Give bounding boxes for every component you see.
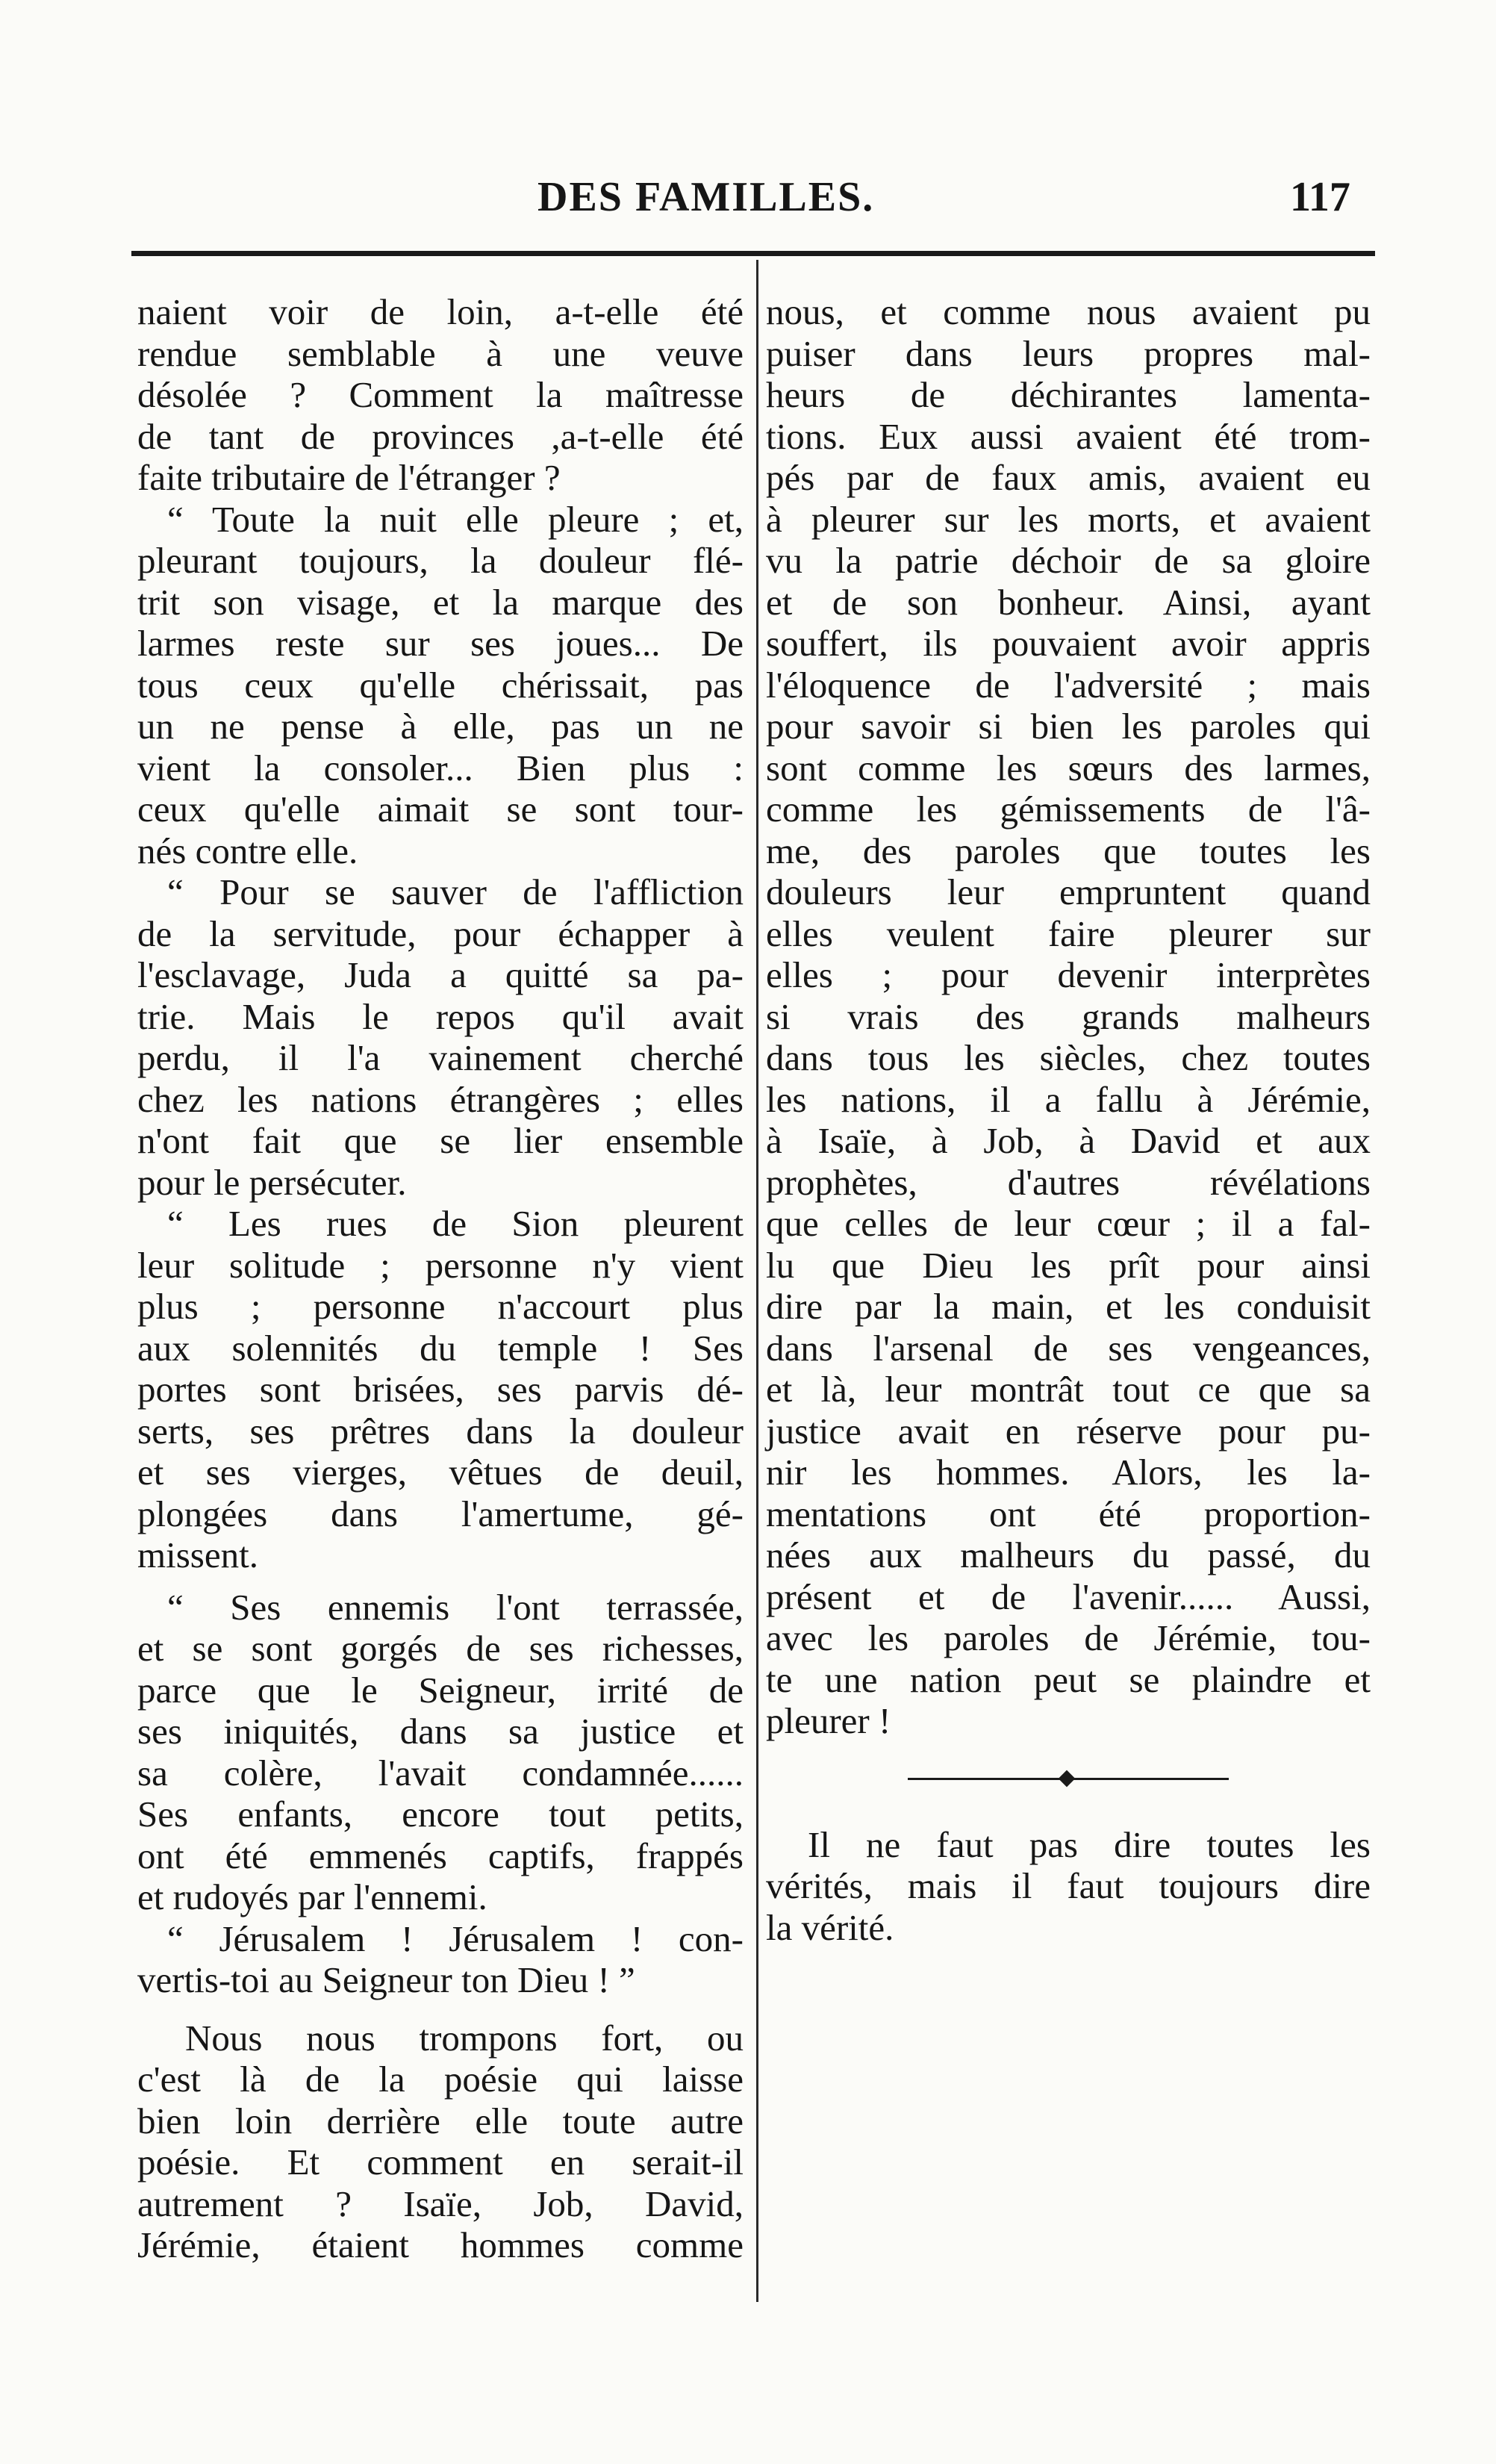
text-line: plus ; personne n'accourt plus bbox=[137, 1286, 744, 1327]
text-line: larmes reste sur ses joues... De bbox=[137, 623, 744, 664]
text-line: “ Jérusalem ! Jérusalem ! con- bbox=[167, 1917, 744, 1959]
column-divider bbox=[756, 260, 758, 2302]
text-line: missent. bbox=[137, 1534, 258, 1575]
text-line: de tant de provinces ,a-t-elle été bbox=[137, 415, 744, 457]
text-line: mentations ont été proportion- bbox=[766, 1493, 1371, 1534]
text-line: nés contre elle. bbox=[137, 830, 358, 871]
text-line: et ses vierges, vêtues de deuil, bbox=[137, 1452, 744, 1493]
text-line: rendue semblable à une veuve bbox=[137, 332, 744, 374]
text-line: si vrais des grands malheurs bbox=[766, 995, 1371, 1037]
text-line: tous ceux qu'elle chérissait, pas bbox=[137, 664, 744, 706]
text-line: vient la consoler... Bien plus : bbox=[137, 747, 744, 788]
text-line: puiser dans leurs propres mal- bbox=[766, 332, 1371, 374]
diamond-icon bbox=[1059, 1770, 1076, 1787]
right-column bbox=[766, 291, 1371, 1948]
text-line: portes sont brisées, ses parvis dé- bbox=[137, 1369, 744, 1410]
text-line: heurs de déchirantes lamenta- bbox=[766, 374, 1371, 415]
text-line: présent et de l'avenir...... Aussi, bbox=[766, 1575, 1371, 1617]
text-line: te une nation peut se plaindre et bbox=[766, 1658, 1371, 1700]
text-line: dans tous les siècles, chez toutes bbox=[766, 1037, 1371, 1078]
text-line: vertis-toi au Seigneur ton Dieu ! ” bbox=[137, 1959, 635, 2000]
text-line: “ Toute la nuit elle pleure ; et, bbox=[167, 498, 744, 540]
text-line: l'éloquence de l'adversité ; mais bbox=[766, 664, 1371, 706]
text-line: Il ne faut pas dire toutes les bbox=[808, 1823, 1371, 1865]
text-line: naient voir de loin, a-t-elle été bbox=[137, 291, 744, 332]
text-line: pés par de faux amis, avaient eu bbox=[766, 457, 1371, 498]
text-line: aux solennités du temple ! Ses bbox=[137, 1327, 744, 1369]
text-line: parce que le Seigneur, irrité de bbox=[137, 1669, 744, 1711]
text-line: nous, et comme nous avaient pu bbox=[766, 291, 1371, 332]
text-line: elles ; pour devenir interprètes bbox=[766, 954, 1371, 995]
text-line: “ Pour se sauver de l'affliction bbox=[167, 871, 744, 912]
text-line: comme les gémissements de l'â- bbox=[766, 788, 1371, 830]
text-line: dire par la main, et les conduisit bbox=[766, 1286, 1371, 1327]
text-line: pleurer ! bbox=[766, 1700, 891, 1741]
text-line: vu la patrie déchoir de sa gloire bbox=[766, 540, 1371, 581]
text-line: de la servitude, pour échapper à bbox=[137, 912, 744, 954]
text-line: douleurs leur empruntent quand bbox=[766, 871, 1371, 912]
text-line: Ses enfants, encore tout petits, bbox=[137, 1793, 744, 1835]
text-line: à Isaïe, à Job, à David et aux bbox=[766, 1120, 1371, 1161]
page-number: 117 bbox=[1290, 174, 1350, 220]
text-line: ceux qu'elle aimait se sont tour- bbox=[137, 788, 744, 830]
text-line: plongées dans l'amertume, gé- bbox=[137, 1493, 744, 1534]
text-line: sont comme les sœurs des larmes, bbox=[766, 747, 1371, 788]
text-line: elles veulent faire pleurer sur bbox=[766, 912, 1371, 954]
text-line: et de son bonheur. Ainsi, ayant bbox=[766, 581, 1371, 623]
text-line: justice avait en réserve pour pu- bbox=[766, 1410, 1371, 1452]
text-line: les nations, il a fallu à Jérémie, bbox=[766, 1078, 1371, 1120]
text-line: souffert, ils pouvaient avoir appris bbox=[766, 623, 1371, 664]
text-line: pleurant toujours, la douleur flé- bbox=[137, 540, 744, 581]
text-line: serts, ses prêtres dans la douleur bbox=[137, 1410, 744, 1452]
text-line: n'ont fait que se lier ensemble bbox=[137, 1120, 744, 1161]
text-line: Nous nous trompons fort, ou bbox=[185, 2017, 744, 2059]
text-line: lu que Dieu les prît pour ainsi bbox=[766, 1244, 1371, 1286]
text-line: me, des paroles que toutes les bbox=[766, 830, 1371, 871]
text-line: ont été emmenés captifs, frappés bbox=[137, 1835, 744, 1876]
text-line: la vérité. bbox=[766, 1906, 894, 1948]
text-line: nées aux malheurs du passé, du bbox=[766, 1534, 1371, 1575]
text-line: vérités, mais il faut toujours dire bbox=[766, 1865, 1371, 1906]
text-line: trit son visage, et la marque des bbox=[137, 581, 744, 623]
text-line: et se sont gorgés de ses richesses, bbox=[137, 1628, 744, 1669]
text-line: tions. Eux aussi avaient été trom- bbox=[766, 415, 1371, 457]
text-line: nir les hommes. Alors, les la- bbox=[766, 1452, 1371, 1493]
text-line: un ne pense à elle, pas un ne bbox=[137, 706, 744, 747]
text-line: sa colère, l'avait condamnée...... bbox=[137, 1752, 744, 1793]
text-line: que celles de leur cœur ; il a fal- bbox=[766, 1203, 1371, 1244]
text-line: “ Les rues de Sion pleurent bbox=[167, 1203, 744, 1244]
text-line: et là, leur montrât tout ce que sa bbox=[766, 1369, 1371, 1410]
text-line: ses iniquités, dans sa justice et bbox=[137, 1711, 744, 1752]
text-line: et rudoyés par l'ennemi. bbox=[137, 1876, 487, 1917]
text-line: leur solitude ; personne n'y vient bbox=[137, 1244, 744, 1286]
text-line: c'est là de la poésie qui laisse bbox=[137, 2059, 744, 2100]
left-column bbox=[137, 291, 744, 2266]
text-line: dans l'arsenal de ses vengeances, bbox=[766, 1327, 1371, 1369]
text-line: poésie. Et comment en serait-il bbox=[137, 2141, 744, 2183]
text-line: pour savoir si bien les paroles qui bbox=[766, 706, 1371, 747]
text-line: à pleurer sur les morts, et avaient bbox=[766, 498, 1371, 540]
text-line: faite tributaire de l'étranger ? bbox=[137, 457, 561, 498]
text-line: trie. Mais le repos qu'il avait bbox=[137, 995, 744, 1037]
running-header: DES FAMILLES. bbox=[537, 174, 875, 220]
text-line: perdu, il l'a vainement cherché bbox=[137, 1037, 744, 1078]
paragraph-gap bbox=[766, 1814, 1371, 1824]
text-line: l'esclavage, Juda a quitté sa pa- bbox=[137, 954, 744, 995]
section-divider-ornament bbox=[908, 1770, 1229, 1787]
text-line: avec les paroles de Jérémie, tou- bbox=[766, 1617, 1371, 1658]
text-line: pour le persécuter. bbox=[137, 1161, 407, 1203]
text-line: autrement ? Isaïe, Job, David, bbox=[137, 2183, 744, 2224]
text-line: bien loin derrière elle toute autre bbox=[137, 2100, 744, 2141]
text-line: chez les nations étrangères ; elles bbox=[137, 1078, 744, 1120]
paragraph-gap bbox=[137, 2001, 744, 2017]
text-line: Jérémie, étaient hommes comme bbox=[137, 2224, 744, 2265]
header-rule bbox=[131, 251, 1375, 256]
text-line: “ Ses ennemis l'ont terrassée, bbox=[167, 1586, 744, 1628]
text-line: prophètes, d'autres révélations bbox=[766, 1161, 1371, 1203]
text-line: désolée ? Comment la maîtresse bbox=[137, 374, 744, 415]
